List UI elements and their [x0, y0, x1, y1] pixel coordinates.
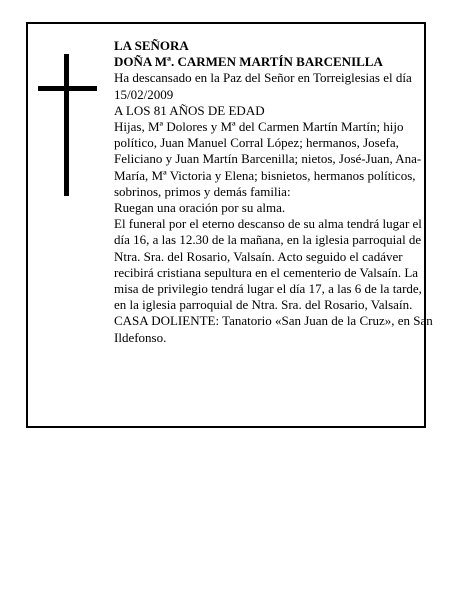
age-line: A LOS 81 AÑOS DE EDAD — [114, 102, 265, 118]
notice-title: LA SEÑORA — [114, 38, 189, 53]
deceased-name: DOÑA Mª. CARMEN MARTÍN BARCENILLA — [114, 54, 383, 70]
family-list: Hijas, Mª Dolores y Mª del Carmen Martín Martín; hijo político, Juan Manuel Corral López; hermanos, Josefa, Feliciano y Juan Martín Barcenilla; nietos, José-Juan, Ana-María, Mª Victoria y Elena; bisnietos, hermanos políticos, sobrinos, primos y demás familia: — [114, 119, 422, 199]
obituary-text — [114, 38, 434, 346]
death-statement: Ha descansado en la Paz del Señor en Torreiglesias el día 15/02/2009 — [114, 70, 412, 102]
casa-doliente: CASA DOLIENTE: Tanatorio «San Juan de la Cruz», en San Ildefonso. — [114, 313, 433, 345]
cross-vertical-bar — [64, 54, 69, 196]
funeral-details: El funeral por el eterno descanso de su alma tendrá lugar el día 16, a las 12.30 de la mañana, en la iglesia parroquial de Ntra. Sra. del Rosario, Valsaín. Acto seguido el cadáver recibirá cristiana sepultura en el cementerio de Valsaín. La misa de privilegio tendrá lugar el día 17, a las 6 de la tarde, en la iglesia parroquial de Ntra. Sra. del Rosario, Valsaín. — [114, 216, 422, 313]
prayer-request: Ruegan una oración por su alma. — [114, 200, 286, 216]
cross-horizontal-bar — [38, 86, 97, 91]
